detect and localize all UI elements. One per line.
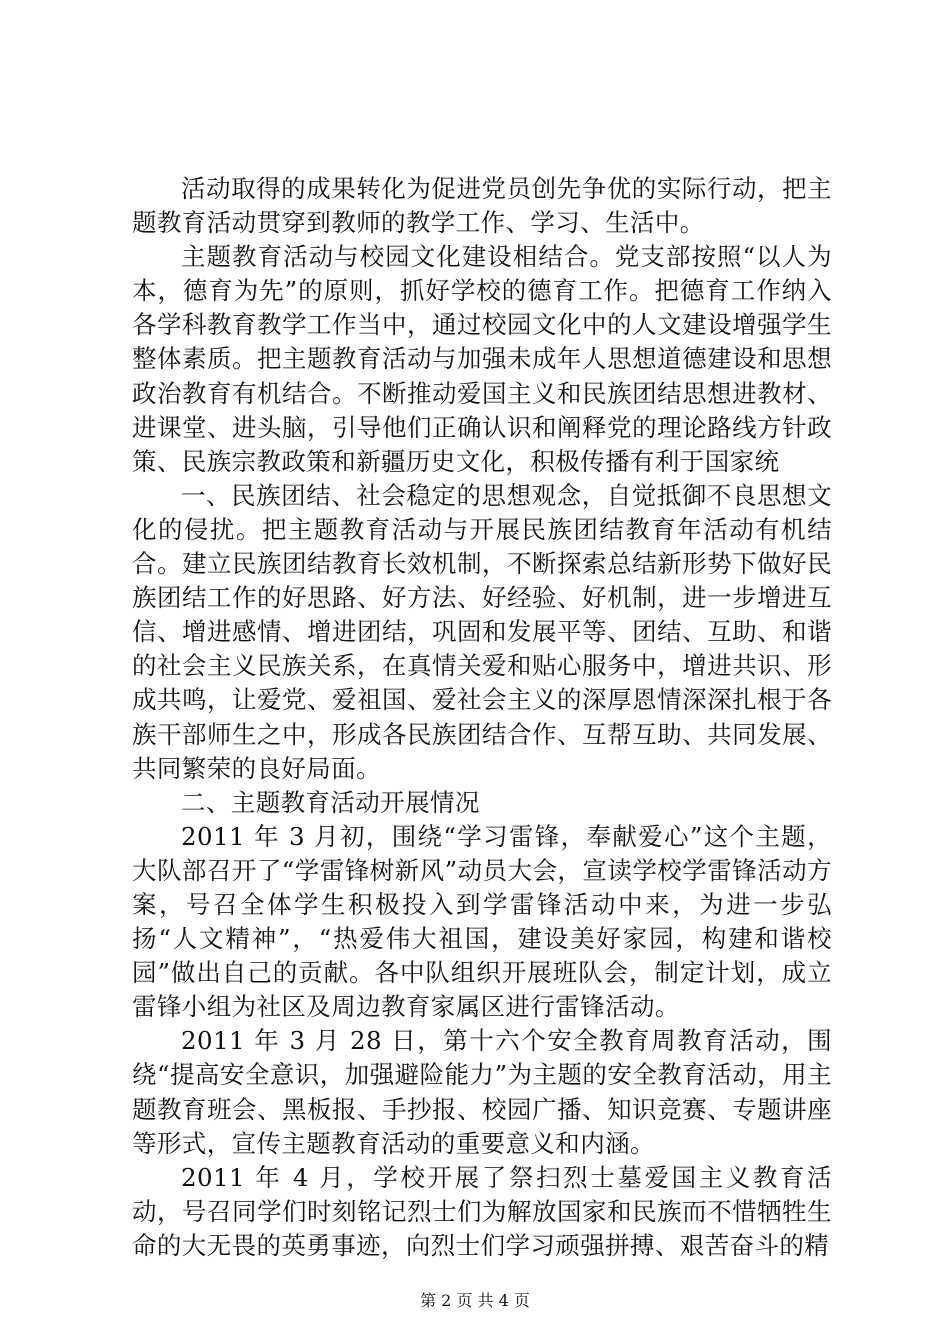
document-body [132, 172, 832, 1263]
paragraph: 活动取得的成果转化为促进党员创先争优的实际行动，把主题教育活动贯穿到教师的教学工作、学习、生活中。 [132, 174, 832, 238]
paragraph: 一、民族团结、社会稳定的思想观念，自觉抵御不良思想文化的侵扰。把主题教育活动与开展民族团结教育年活动有机结合。建立民族团结教育长效机制，不断探索总结新形势下做好民族团结工作的好思路、好方法、好经验、好机制，进一步增进互信、增进感情、增进团结，巩固和发展平等、团结、互助、和谐的社会主义民族关系，在真情关爱和贴心服务中，增进共识、形成共鸣，让爱党、爱祖国、爱社会主义的深厚恩情深深扎根于各族干部师生之中，形成各民族团结合作、互帮互助、共同发展、共同繁荣的良好局面。 [132, 480, 832, 783]
paragraph: 2011 年 3 月初，围绕“学习雷锋，奉献爱心”这个主题，大队部召开了“学雷锋树新风”动员大会，宣读学校学雷锋活动方案，号召全体学生积极投入到学雷锋活动中来，为进一步弘扬“人文精神”，“热爱伟大祖国，建设美好家园，构建和谐校园”做出自己的贡献。各中队组织开展班队会，制定计划，成立雷锋小组为社区及周边教育家属区进行雷锋活动。 [132, 821, 832, 1022]
page-footer: 第 2 页 共 4 页 [420, 1291, 530, 1310]
paragraph: 主题教育活动与校园文化建设相结合。党支部按照“以人为本，德育为先”的原则，抓好学校的德育工作。把德育工作纳入各学科教育教学工作当中，通过校园文化中的人文建设增强学生整体素质。把主题教育活动与加强未成年人思想道德建设和思想政治教育有机结合。不断推动爱国主义和民族团结思想进教材、进课堂、进头脑，引导他们正确认识和阐释党的理论路线方针政策、民族宗教政策和新疆历史文化，积极传播有利于国家统 [132, 242, 832, 476]
paragraph: 2011 年 4 月，学校开展了祭扫烈士墓爱国主义教育活动，号召同学们时刻铭记烈士们为解放国家和民族而不惜牺牲生命的大无畏的英勇事迹，向烈士们学习顽强拼搏、艰苦奋斗的精 [132, 1162, 832, 1260]
section-heading: 二、主题教育活动开展情况 [181, 787, 480, 817]
paragraph: 2011 年 3 月 28 日，第十六个安全教育周教育活动，围绕“提高安全意识，加强避险能力”为主题的安全教育活动，用主题教育班会、黑板报、手抄报、校园广播、知识竞赛、专题讲座等形式，宣传主题教育活动的重要意义和内涵。 [132, 1026, 832, 1158]
